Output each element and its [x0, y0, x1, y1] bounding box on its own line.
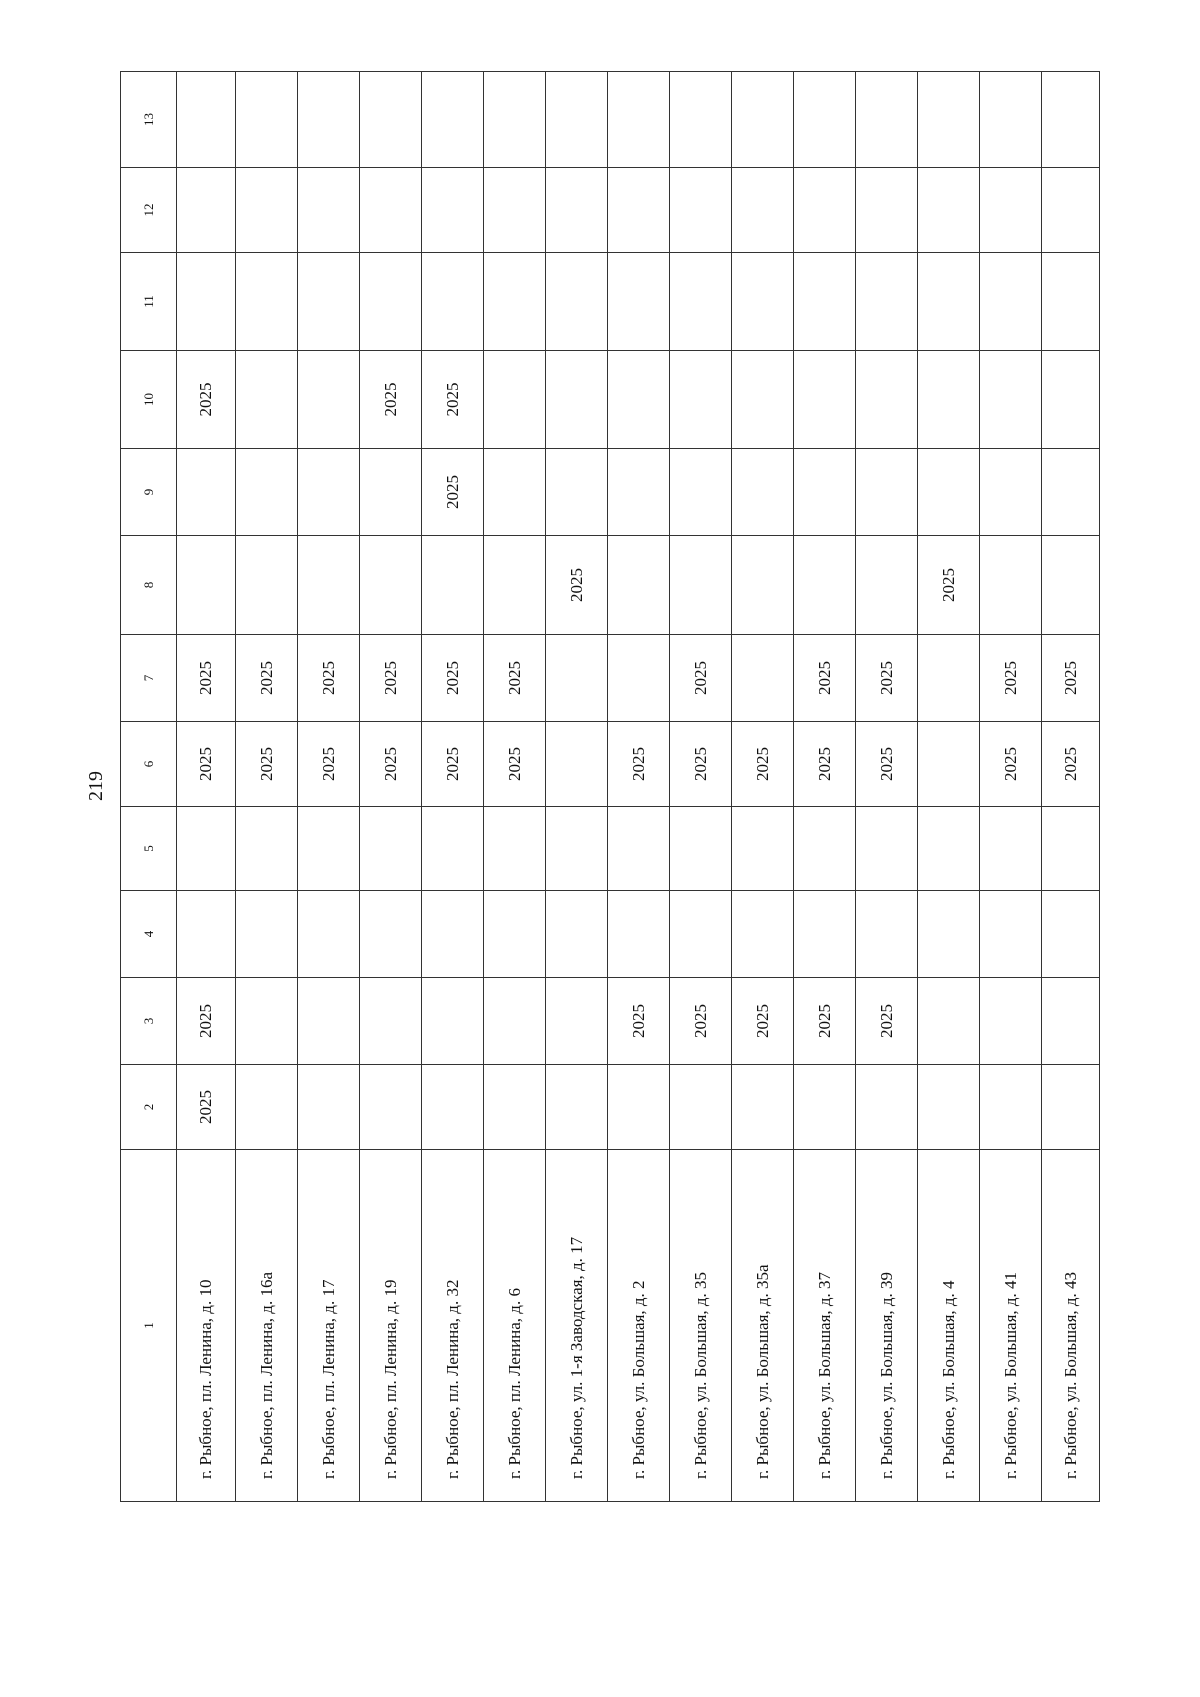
year-cell: 2025	[732, 978, 794, 1065]
address-cell: г. Рыбное, пл. Ленина, д. 32	[422, 1150, 484, 1502]
year-cell	[608, 1065, 670, 1150]
address-cell: г. Рыбное, пл. Ленина, д. 16а	[236, 1150, 298, 1502]
year-cell	[546, 72, 608, 168]
year-cell	[980, 891, 1042, 978]
table-row	[980, 72, 1042, 1502]
year-cell	[298, 807, 360, 891]
year-cell: 2025	[484, 635, 546, 722]
column-number-9: 9	[121, 449, 177, 536]
year-cell	[236, 449, 298, 536]
year-cell	[608, 168, 670, 253]
year-cell	[484, 536, 546, 635]
year-cell	[980, 351, 1042, 449]
year-cell	[918, 351, 980, 449]
year-cell	[1042, 1065, 1100, 1150]
year-cell	[918, 72, 980, 168]
year-cell	[980, 449, 1042, 536]
year-cell	[298, 891, 360, 978]
year-cell: 2025	[422, 722, 484, 807]
table-row	[732, 72, 794, 1502]
address-cell: г. Рыбное, ул. Большая, д. 43	[1042, 1150, 1100, 1502]
year-cell	[1042, 351, 1100, 449]
year-cell	[732, 168, 794, 253]
year-cell	[732, 635, 794, 722]
year-cell	[177, 168, 236, 253]
year-cell	[546, 1065, 608, 1150]
year-cell	[422, 72, 484, 168]
year-cell	[360, 1065, 422, 1150]
year-cell	[177, 891, 236, 978]
year-cell: 2025	[177, 351, 236, 449]
year-cell	[670, 351, 732, 449]
year-cell	[546, 807, 608, 891]
year-cell	[670, 807, 732, 891]
address-cell: г. Рыбное, пл. Ленина, д. 6	[484, 1150, 546, 1502]
year-cell	[856, 72, 918, 168]
year-cell	[360, 807, 422, 891]
table-row	[298, 72, 360, 1502]
column-number-12: 12	[121, 168, 177, 253]
year-cell: 2025	[177, 722, 236, 807]
year-cell	[298, 351, 360, 449]
year-cell	[236, 536, 298, 635]
year-cell	[546, 635, 608, 722]
year-cell	[856, 253, 918, 351]
year-cell	[298, 1065, 360, 1150]
year-cell	[546, 253, 608, 351]
address-cell: г. Рыбное, ул. Большая, д. 41	[980, 1150, 1042, 1502]
year-cell	[856, 1065, 918, 1150]
year-cell	[794, 72, 856, 168]
year-cell	[918, 635, 980, 722]
year-cell	[360, 253, 422, 351]
year-cell: 2025	[918, 536, 980, 635]
table-row	[670, 72, 732, 1502]
year-cell	[360, 72, 422, 168]
year-cell: 2025	[670, 635, 732, 722]
year-cell	[608, 449, 670, 536]
year-cell	[918, 891, 980, 978]
year-cell: 2025	[236, 635, 298, 722]
year-cell	[794, 536, 856, 635]
year-cell	[670, 891, 732, 978]
year-cell	[484, 891, 546, 978]
year-cell	[980, 807, 1042, 891]
year-cell	[794, 351, 856, 449]
year-cell	[236, 978, 298, 1065]
year-cell	[298, 253, 360, 351]
year-cell	[236, 168, 298, 253]
year-cell: 2025	[732, 722, 794, 807]
year-cell	[177, 536, 236, 635]
year-cell	[732, 807, 794, 891]
year-cell	[608, 635, 670, 722]
year-cell	[794, 168, 856, 253]
year-cell	[980, 168, 1042, 253]
year-cell	[608, 72, 670, 168]
year-cell	[484, 807, 546, 891]
year-cell	[546, 891, 608, 978]
year-cell	[670, 449, 732, 536]
address-cell: г. Рыбное, пл. Ленина, д. 10	[177, 1150, 236, 1502]
year-cell	[980, 978, 1042, 1065]
address-cell: г. Рыбное, ул. Большая, д. 35	[670, 1150, 732, 1502]
table-row	[794, 72, 856, 1502]
column-number-10: 10	[121, 351, 177, 449]
year-cell	[918, 978, 980, 1065]
year-cell	[422, 978, 484, 1065]
year-cell	[177, 253, 236, 351]
year-cell	[856, 168, 918, 253]
year-cell: 2025	[298, 635, 360, 722]
column-number-11: 11	[121, 253, 177, 351]
address-cell: г. Рыбное, ул. Большая, д. 35а	[732, 1150, 794, 1502]
year-cell	[1042, 978, 1100, 1065]
year-cell: 2025	[608, 722, 670, 807]
year-cell: 2025	[422, 635, 484, 722]
year-cell	[856, 891, 918, 978]
year-cell	[484, 168, 546, 253]
address-cell: г. Рыбное, ул. Большая, д. 37	[794, 1150, 856, 1502]
year-cell: 2025	[177, 635, 236, 722]
year-cell	[732, 351, 794, 449]
year-cell	[236, 1065, 298, 1150]
year-cell	[1042, 536, 1100, 635]
year-cell	[918, 449, 980, 536]
year-cell: 2025	[546, 536, 608, 635]
year-cell	[360, 978, 422, 1065]
table-row	[608, 72, 670, 1502]
table-row	[236, 72, 298, 1502]
year-cell	[670, 168, 732, 253]
column-number-13: 13	[121, 72, 177, 168]
table-row	[918, 72, 980, 1502]
year-cell	[856, 807, 918, 891]
year-cell	[422, 1065, 484, 1150]
year-cell	[608, 807, 670, 891]
column-number-1: 1	[121, 1150, 177, 1502]
table-row	[1042, 72, 1100, 1502]
year-cell	[1042, 72, 1100, 168]
year-cell	[546, 351, 608, 449]
year-cell	[670, 72, 732, 168]
page-number: 219	[85, 771, 107, 801]
year-cell	[856, 351, 918, 449]
year-cell: 2025	[360, 635, 422, 722]
address-cell: г. Рыбное, ул. Большая, д. 2	[608, 1150, 670, 1502]
year-cell	[608, 351, 670, 449]
year-cell	[484, 978, 546, 1065]
column-number-3: 3	[121, 978, 177, 1065]
year-cell	[298, 536, 360, 635]
year-cell	[1042, 449, 1100, 536]
year-cell	[608, 891, 670, 978]
year-cell	[360, 449, 422, 536]
year-cell	[918, 807, 980, 891]
year-cell	[918, 1065, 980, 1150]
year-cell	[484, 351, 546, 449]
year-cell	[1042, 807, 1100, 891]
header-row	[121, 72, 177, 1502]
year-cell: 2025	[298, 722, 360, 807]
year-cell	[298, 72, 360, 168]
year-cell: 2025	[670, 722, 732, 807]
table-wrapper	[120, 72, 1080, 1502]
year-cell	[856, 449, 918, 536]
year-cell	[794, 807, 856, 891]
year-cell	[608, 253, 670, 351]
year-cell: 2025	[360, 351, 422, 449]
year-cell	[732, 449, 794, 536]
year-cell	[670, 253, 732, 351]
year-cell	[298, 978, 360, 1065]
year-cell	[918, 722, 980, 807]
year-cell	[546, 449, 608, 536]
year-cell: 2025	[670, 978, 732, 1065]
year-cell	[732, 253, 794, 351]
year-cell	[670, 1065, 732, 1150]
year-cell	[732, 891, 794, 978]
year-cell	[360, 891, 422, 978]
year-cell: 2025	[1042, 722, 1100, 807]
year-cell	[298, 168, 360, 253]
year-cell	[980, 72, 1042, 168]
address-cell: г. Рыбное, пл. Ленина, д. 17	[298, 1150, 360, 1502]
year-cell	[236, 72, 298, 168]
year-cell	[546, 978, 608, 1065]
year-cell	[980, 1065, 1042, 1150]
address-cell: г. Рыбное, пл. Ленина, д. 19	[360, 1150, 422, 1502]
year-cell	[794, 891, 856, 978]
year-cell	[360, 168, 422, 253]
year-cell	[980, 536, 1042, 635]
year-cell	[422, 168, 484, 253]
table-row	[177, 72, 236, 1502]
column-number-7: 7	[121, 635, 177, 722]
year-cell: 2025	[856, 635, 918, 722]
table-row	[546, 72, 608, 1502]
year-cell	[422, 253, 484, 351]
year-cell	[670, 536, 732, 635]
year-cell: 2025	[177, 978, 236, 1065]
schedule-table	[120, 71, 1100, 1502]
year-cell	[236, 351, 298, 449]
year-cell	[484, 449, 546, 536]
year-cell: 2025	[608, 978, 670, 1065]
year-cell: 2025	[236, 722, 298, 807]
year-cell	[732, 536, 794, 635]
year-cell	[1042, 168, 1100, 253]
year-cell: 2025	[422, 449, 484, 536]
year-cell: 2025	[980, 635, 1042, 722]
year-cell: 2025	[856, 722, 918, 807]
year-cell	[422, 807, 484, 891]
year-cell: 2025	[794, 635, 856, 722]
address-cell: г. Рыбное, ул. Большая, д. 4	[918, 1150, 980, 1502]
year-cell: 2025	[484, 722, 546, 807]
address-cell: г. Рыбное, ул. 1-я Заводская, д. 17	[546, 1150, 608, 1502]
year-cell	[608, 536, 670, 635]
year-cell	[422, 891, 484, 978]
year-cell: 2025	[980, 722, 1042, 807]
table-row	[360, 72, 422, 1502]
year-cell: 2025	[360, 722, 422, 807]
year-cell	[732, 72, 794, 168]
column-number-8: 8	[121, 536, 177, 635]
column-number-5: 5	[121, 807, 177, 891]
year-cell	[484, 72, 546, 168]
year-cell	[546, 168, 608, 253]
year-cell	[856, 536, 918, 635]
year-cell	[236, 253, 298, 351]
year-cell	[360, 536, 422, 635]
year-cell	[732, 1065, 794, 1150]
table-body	[121, 72, 1100, 1502]
table-row	[856, 72, 918, 1502]
year-cell	[298, 449, 360, 536]
year-cell	[177, 807, 236, 891]
year-cell	[484, 253, 546, 351]
year-cell	[236, 807, 298, 891]
year-cell	[1042, 253, 1100, 351]
year-cell	[236, 891, 298, 978]
year-cell: 2025	[794, 722, 856, 807]
table-row	[422, 72, 484, 1502]
year-cell	[794, 1065, 856, 1150]
year-cell: 2025	[1042, 635, 1100, 722]
year-cell: 2025	[794, 978, 856, 1065]
year-cell	[918, 168, 980, 253]
year-cell: 2025	[422, 351, 484, 449]
year-cell	[422, 536, 484, 635]
year-cell	[980, 253, 1042, 351]
year-cell: 2025	[177, 1065, 236, 1150]
table-row	[484, 72, 546, 1502]
column-number-4: 4	[121, 891, 177, 978]
year-cell	[794, 449, 856, 536]
year-cell	[177, 449, 236, 536]
year-cell	[918, 253, 980, 351]
year-cell: 2025	[856, 978, 918, 1065]
year-cell	[484, 1065, 546, 1150]
year-cell	[177, 72, 236, 168]
year-cell	[546, 722, 608, 807]
address-cell: г. Рыбное, ул. Большая, д. 39	[856, 1150, 918, 1502]
year-cell	[1042, 891, 1100, 978]
column-number-2: 2	[121, 1065, 177, 1150]
column-number-6: 6	[121, 722, 177, 807]
year-cell	[794, 253, 856, 351]
